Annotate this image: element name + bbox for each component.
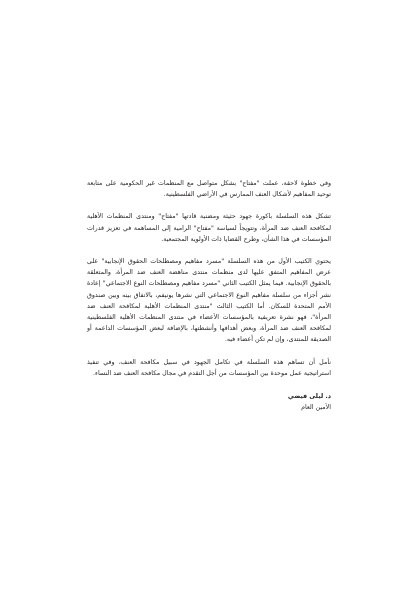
signature-block	[87, 391, 331, 413]
paragraph-4: نأمل أن تساهم هذه السلسلة في تكامل الجهود في سبيل مكافحة العنف، وفي تنفيذ استراتيجية عمل موحدة بين المؤسسات من أجل التقدم في مجال مكافحة العنف ضد النساء.	[87, 358, 331, 377]
paragraph-1: وفي خطوة لاحقة، عملت "مفتاح" بشكل متواصل مع المنظمات غير الحكومية على متابعة توحيد المفاهيم لأشكال العنف الممارس في الأراضي الفلسطينية.	[87, 180, 331, 199]
signature-name: د. ليلى فيضي	[287, 393, 331, 401]
signature-title: الأمين العام	[301, 404, 331, 412]
document-body	[87, 178, 331, 413]
paragraph-3: يحتوي الكتيب الأول من هذه السلسلة "مسرد مفاهيم ومصطلحات الحقوق الإنجابية" على عرض المفاهيم المتفق عليها لدى منظمات منتدى مناهضة العنف ضد المرأة، والمتعلقة بالحقوق الإنجابية. فيما يمثل الكتيب الثاني "مسرد مفاهيم ومصطلحات النوع الاجتماعي" إعادة نشر أجزاء من سلسلة مفاهيم النوع الاجتماعي التي نشرها يونيفم، بالاتفاق بينه وبين صندوق الأمم المتحدة للسكان. أما الكتيب الثالث "منتدى المنظمات الأهلية لمكافحة العنف ضد المرأة"، فهو نشرة تعريفية بالمؤسسات الأعضاء في منتدى المنظمات الأهلية الفلسطينية لمكافحة العنف ضد المرأة، وبعض أهدافها وأنشطتها، بالإضافة لبعض المؤسسات الداعمة أو الصديقة للمنتدى، وإن لم تكن أعضاء فيه.	[87, 258, 331, 344]
paragraph-2: تشكل هذه السلسلة باكورة جهود حثيثة ومضنية قادتها "مفتاح" ومنتدى المنظمات الأهلية لمكافحة العنف ضد المرأة، وتتويجاً لسياسة "مفتاح" الرامية إلى المساهمة في تعزيز قدرات المؤسسات في هذا الشأن، وطرح القضايا ذات الأولوية المجتمعية.	[87, 213, 331, 243]
